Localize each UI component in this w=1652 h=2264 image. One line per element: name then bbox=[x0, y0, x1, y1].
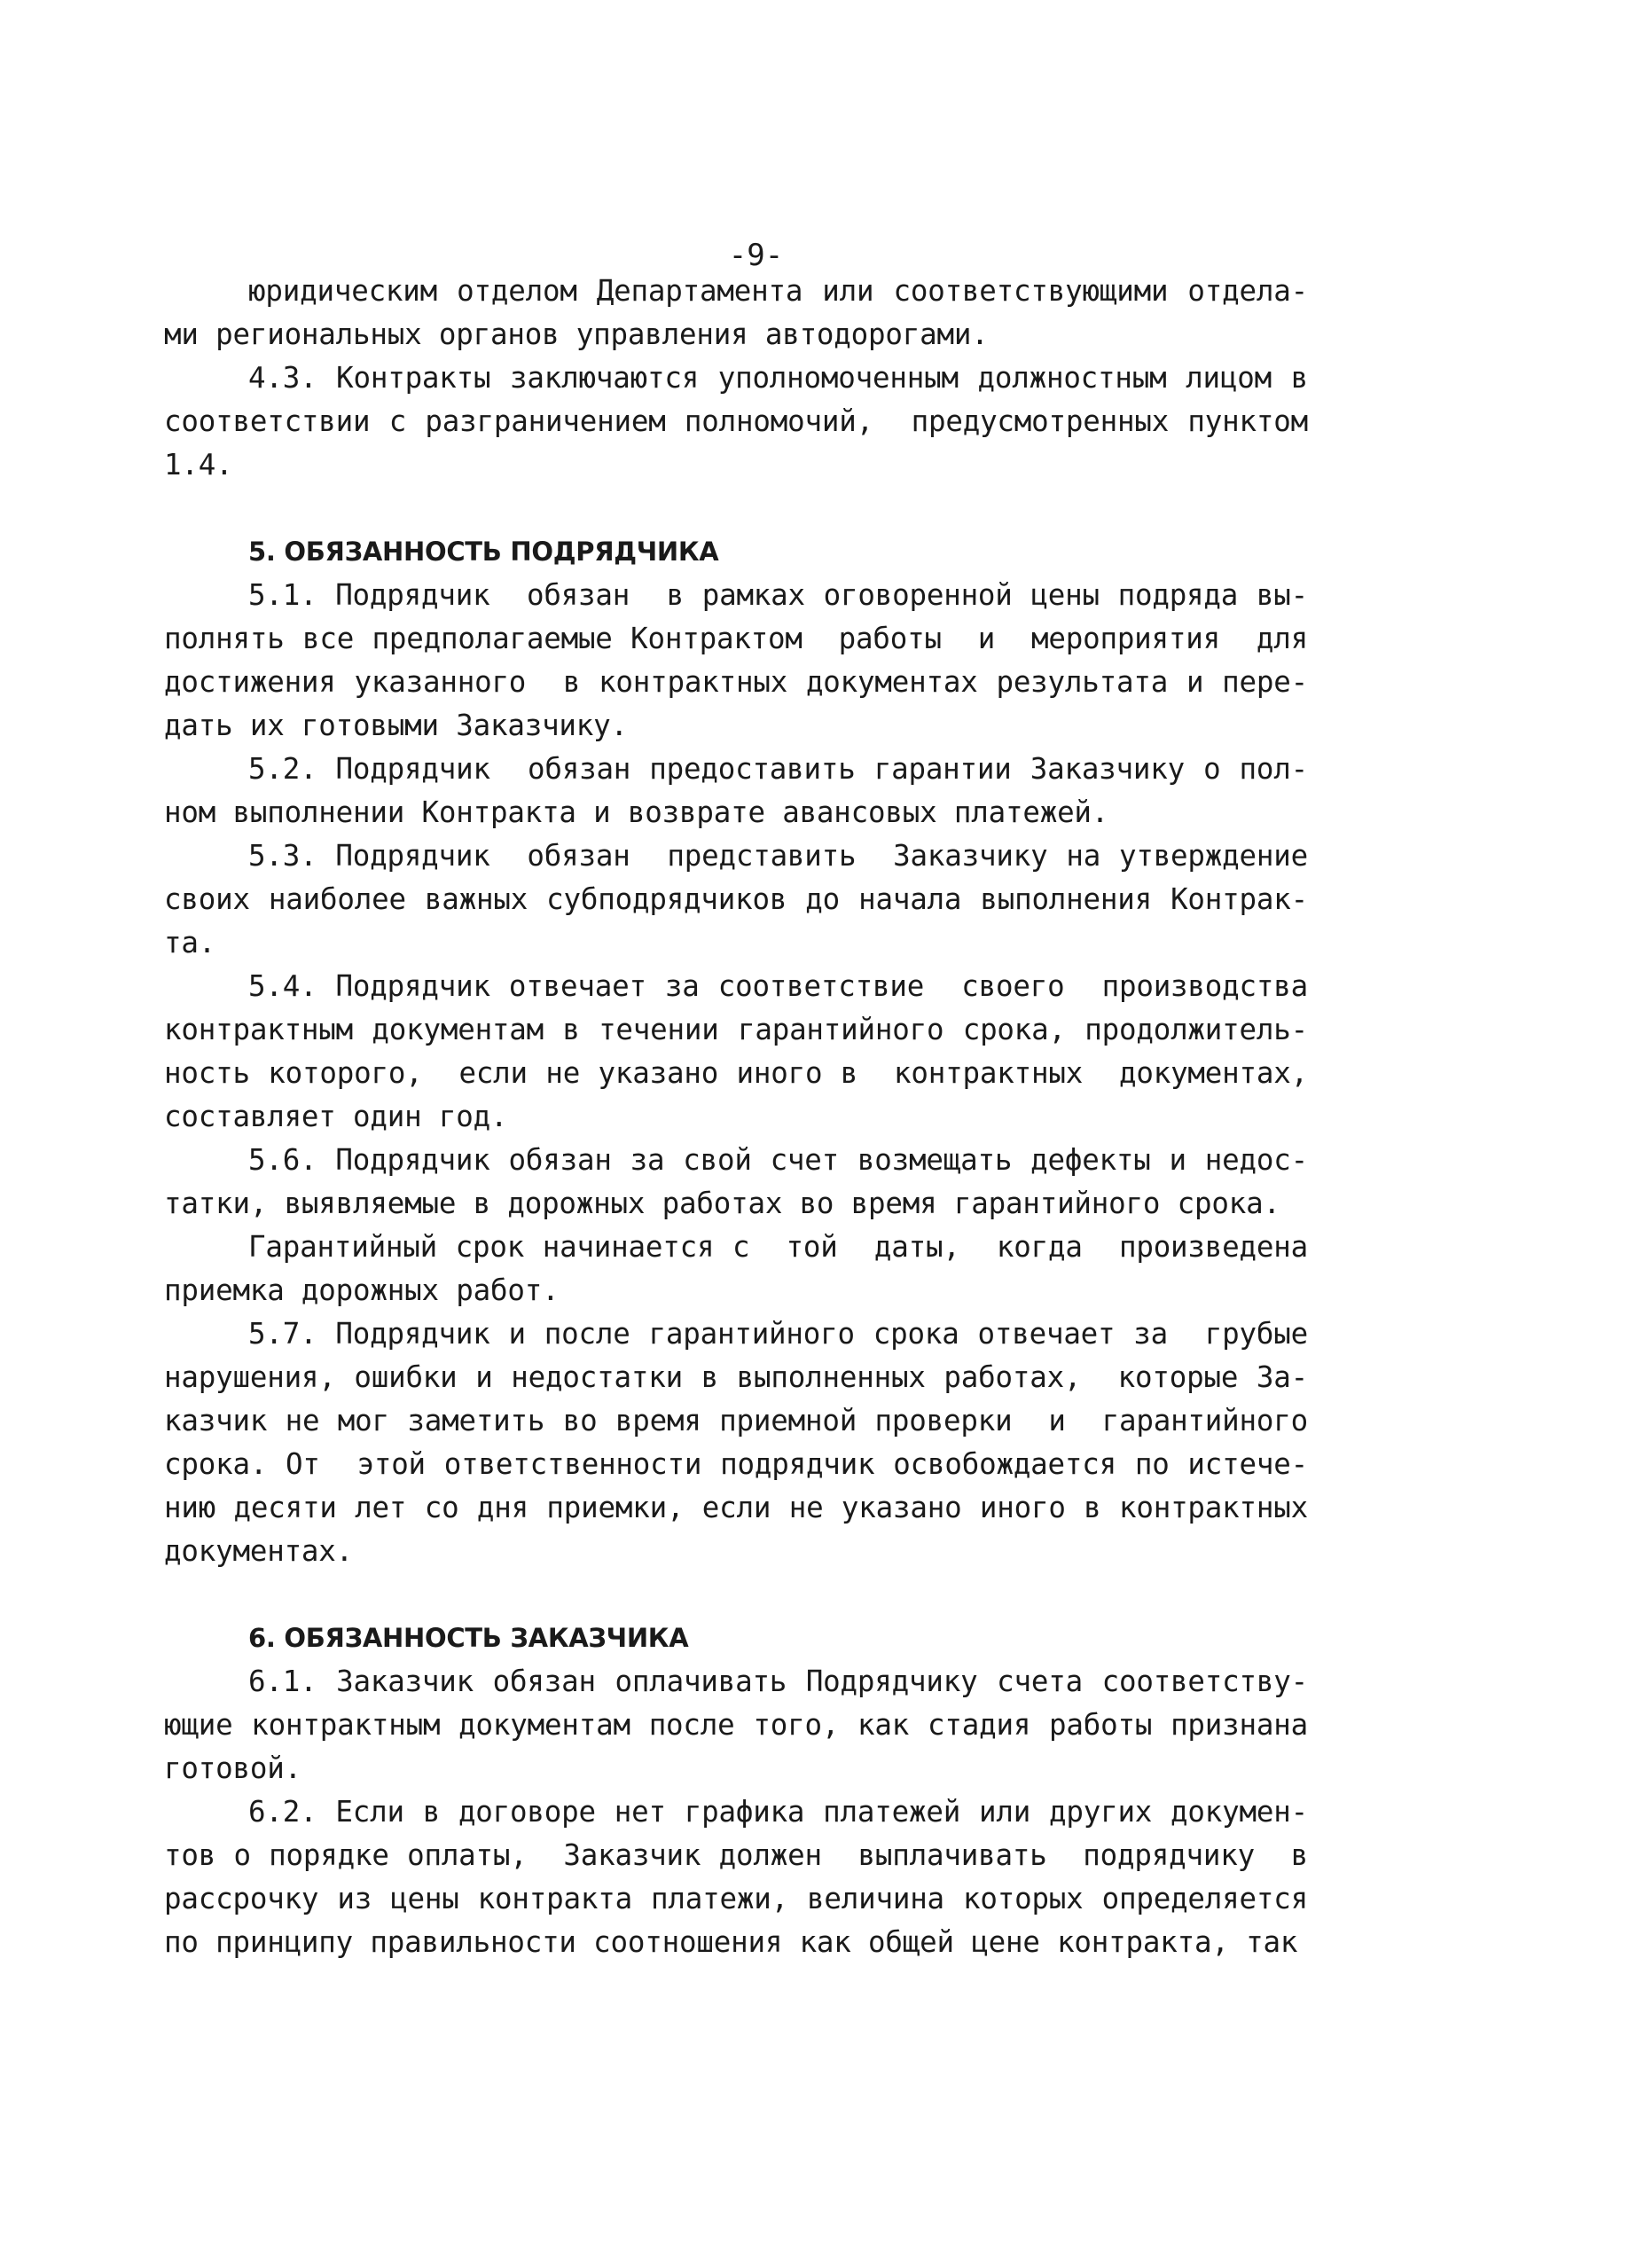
text-line: приемка дорожных работ. bbox=[164, 1273, 560, 1307]
text-line: юридическим отделом Департамента или соответствующими отдела- bbox=[248, 274, 1308, 308]
text-line: 4.3. Контракты заключаются уполномоченным должностным лицом в bbox=[248, 361, 1308, 395]
text-line: нию десяти лет со дня приемки, если не указано иного в контрактных bbox=[164, 1491, 1308, 1524]
text-line: 5.3. Подрядчик обязан представить Заказчику на утверждение bbox=[248, 839, 1308, 873]
text-line: ность которого, если не указано иного в контрактных документах, bbox=[164, 1056, 1308, 1090]
section-heading: 5. ОБЯЗАННОСТЬ ПОДРЯДЧИКА bbox=[248, 537, 719, 567]
text-line: по принципу правильности соотношения как общей цене контракта, так bbox=[164, 1925, 1298, 1959]
text-line: тов о порядке оплаты, Заказчик должен выплачивать подрядчику в bbox=[164, 1838, 1308, 1872]
text-line: ном выполнении Контракта и возврате авансовых платежей. bbox=[164, 795, 1109, 829]
paragraph-gap bbox=[164, 1573, 1308, 1617]
text-line: 5.1. Подрядчик обязан в рамках оговоренной цены подряда вы- bbox=[248, 578, 1308, 612]
text-line: рассрочку из цены контракта платежи, величина которых определяется bbox=[164, 1882, 1308, 1915]
text-line: составляет один год. bbox=[164, 1100, 508, 1133]
text-line: контрактным документам в течении гарантийного срока, продолжитель- bbox=[164, 1013, 1308, 1046]
text-line: татки, выявляемые в дорожных работах во время гарантийного срока. bbox=[164, 1187, 1280, 1220]
text-line: нарушения, ошибки и недостатки в выполненных работах, которые За- bbox=[164, 1360, 1308, 1394]
text-line: 6.1. Заказчик обязан оплачивать Подрядчику счета соответству- bbox=[248, 1665, 1308, 1698]
text-line: достижения указанного в контрактных документах результата и пере- bbox=[164, 665, 1308, 699]
page-number: -9- bbox=[728, 238, 784, 273]
text-line: ми региональных органов управления автодорогами. bbox=[164, 317, 989, 351]
text-line: Гарантийный срок начинается с той даты, когда произведена bbox=[248, 1230, 1308, 1264]
text-line: 5.2. Подрядчик обязан предоставить гарантии Заказчику о пол- bbox=[248, 752, 1308, 786]
text-line: готовой. bbox=[164, 1751, 301, 1785]
text-line: 5.7. Подрядчик и после гарантийного срока отвечает за грубые bbox=[248, 1317, 1308, 1351]
text-line: полнять все предполагаемые Контрактом работы и мероприятия для bbox=[164, 622, 1308, 655]
text-line: соответствии с разграничением полномочий, предусмотренных пунктом bbox=[164, 404, 1308, 438]
text-line: документах. bbox=[164, 1534, 354, 1568]
text-line: срока. От этой ответственности подрядчик освобождается по истече- bbox=[164, 1447, 1308, 1481]
text-line: своих наиболее важных субподрядчиков до начала выполнения Контрак- bbox=[164, 882, 1308, 916]
text-line: казчик не мог заметить во время приемной проверки и гарантийного bbox=[164, 1404, 1308, 1438]
text-line: 6.2. Если в договоре нет графика платежей или других докумен- bbox=[248, 1795, 1308, 1829]
text-line: 5.4. Подрядчик отвечает за соответствие своего производства bbox=[248, 969, 1308, 1003]
document-body bbox=[164, 270, 1308, 1964]
text-line: 5.6. Подрядчик обязан за свой счет возмещать дефекты и недос- bbox=[248, 1143, 1308, 1177]
text-line: дать их готовыми Заказчику. bbox=[164, 709, 628, 742]
text-line: та. bbox=[164, 926, 216, 960]
text-line: ющие контрактным документам после того, как стадия работы признана bbox=[164, 1708, 1308, 1742]
text-line: 1.4. bbox=[164, 448, 233, 482]
paragraph-gap bbox=[164, 487, 1308, 530]
section-heading: 6. ОБЯЗАННОСТЬ ЗАКАЗЧИКА bbox=[248, 1623, 689, 1653]
